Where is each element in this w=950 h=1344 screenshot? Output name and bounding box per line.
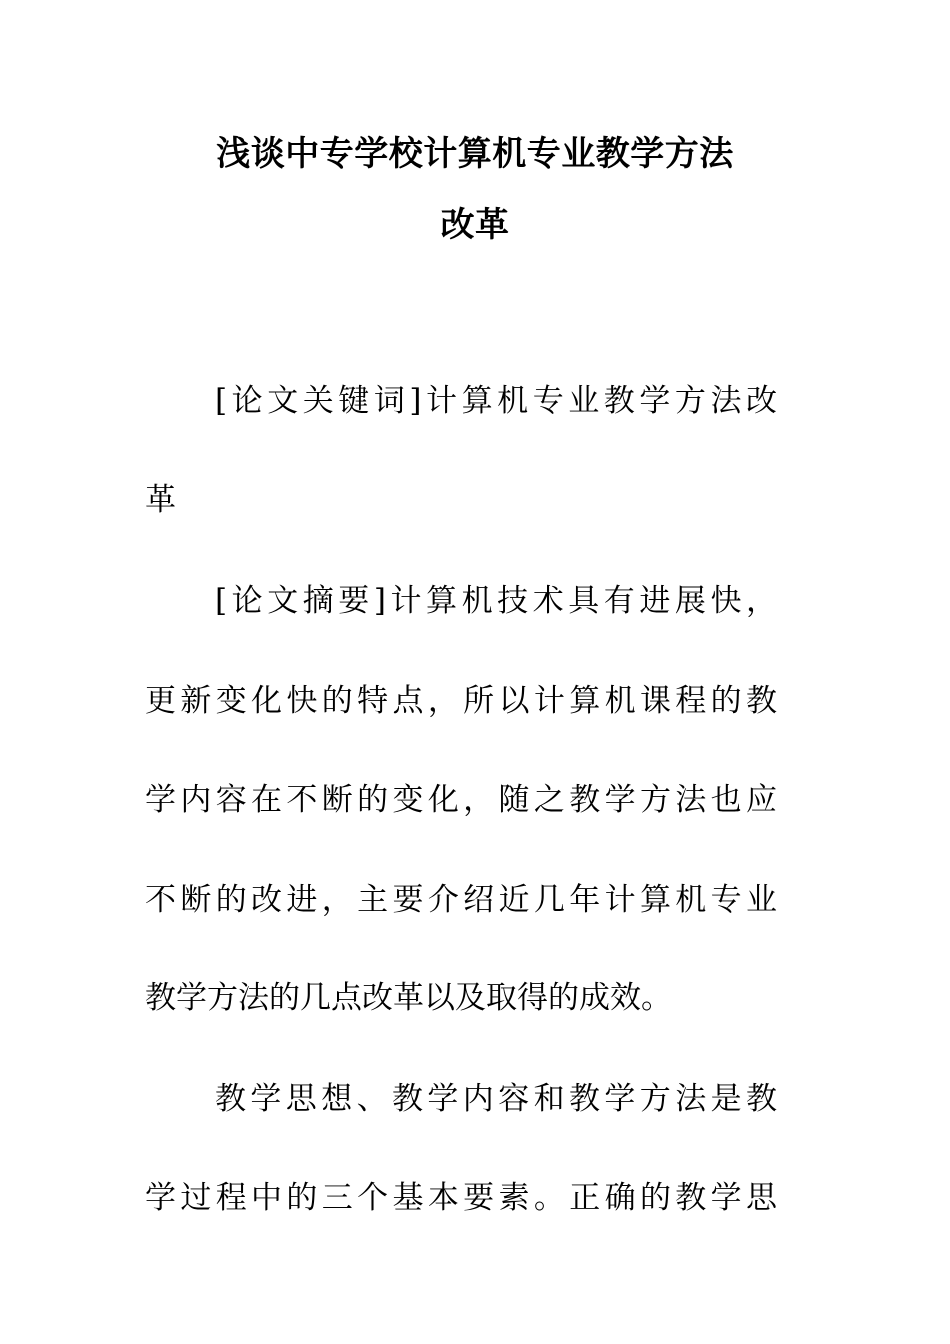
body-paragraph-line-1: 教学思想、教学内容和教学方法是教 bbox=[215, 1081, 777, 1117]
body-paragraph-line-2: 学过程中的三个基本要素。正确的教学思 bbox=[145, 1180, 777, 1216]
abstract-line-4: 不断的改进，主要介绍近几年计算机专业 bbox=[145, 882, 777, 918]
keywords-line-1: [论文关键词]计算机专业教学方法改 bbox=[215, 383, 777, 419]
abstract-line-3: 学内容在不断的变化，随之教学方法也应 bbox=[145, 782, 777, 818]
abstract-line-1: [论文摘要]计算机技术具有进展快， bbox=[215, 583, 777, 619]
keywords-line-2: 革 bbox=[145, 482, 176, 518]
abstract-line-5: 教学方法的几点改革以及取得的成效。 bbox=[145, 980, 672, 1016]
document-title-line-1: 浅谈中专学校计算机专业教学方法 bbox=[216, 134, 734, 174]
abstract-line-2: 更新变化快的特点，所以计算机课程的教 bbox=[145, 683, 777, 719]
document-title-line-2: 改革 bbox=[440, 205, 510, 245]
